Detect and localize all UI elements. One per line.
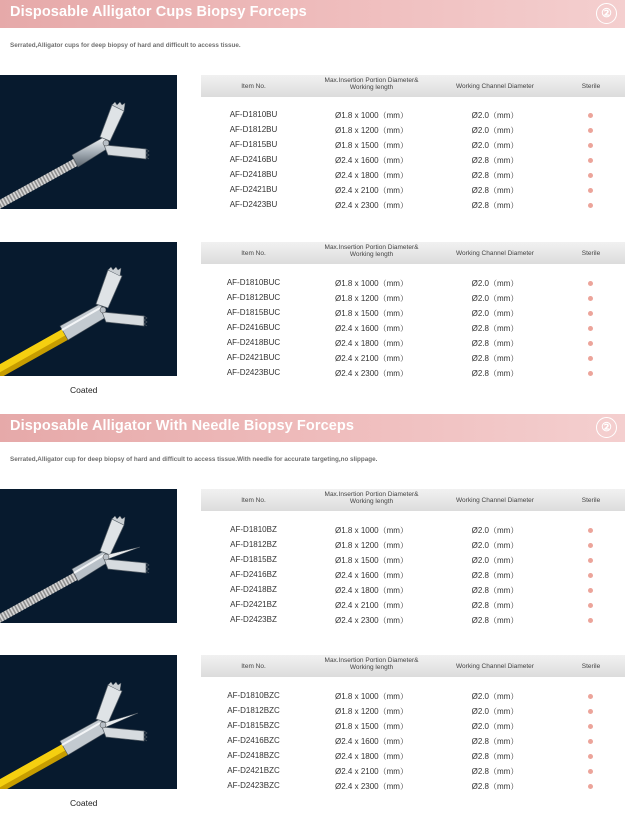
header-channel: Working Channel Diameter: [456, 497, 534, 504]
table-row: [201, 305, 625, 320]
item-no: AF-D2418BZ: [230, 585, 277, 594]
sterile-dot: [588, 603, 593, 608]
channel-diameter: Ø2.8（mm）: [471, 752, 519, 761]
header-max-insertion: [299, 491, 444, 505]
table-row: [201, 718, 625, 733]
item-no: AF-D1815BZ: [230, 555, 277, 564]
sterile-dot: [588, 296, 593, 301]
table-row: [201, 365, 625, 380]
sterile-dot: [588, 739, 593, 744]
item-no: AF-D2416BU: [229, 155, 278, 164]
max-insertion: Ø1.8 x 1500（mm）: [335, 556, 408, 565]
channel-diameter: Ø2.8（mm）: [471, 171, 519, 180]
table-row: [201, 703, 625, 718]
channel-diameter: Ø2.8（mm）: [471, 601, 519, 610]
channel-diameter: Ø2.0（mm）: [471, 556, 519, 565]
max-insertion: Ø1.8 x 1000（mm）: [335, 526, 408, 535]
section-header: [0, 0, 625, 28]
product-photo: [0, 489, 177, 623]
channel-diameter: Ø2.0（mm）: [471, 526, 519, 535]
header-max-insertion: [299, 657, 444, 671]
item-no: AF-D2423BUC: [226, 368, 281, 377]
header-item-no: Item No.: [241, 497, 266, 504]
sterile-dot: [588, 709, 593, 714]
table-row: [201, 763, 625, 778]
header-sterile: Sterile: [581, 250, 601, 257]
channel-diameter: Ø2.8（mm）: [471, 324, 519, 333]
max-insertion: Ø1.8 x 1000（mm）: [335, 279, 408, 288]
header-max-line1: Max.Insertion Portion Diameter&: [324, 244, 419, 251]
max-insertion: Ø1.8 x 1000（mm）: [335, 692, 408, 701]
channel-diameter: Ø2.8（mm）: [471, 767, 519, 776]
sterile-dot: [588, 326, 593, 331]
channel-diameter: Ø2.8（mm）: [471, 186, 519, 195]
spec-table: [201, 489, 625, 627]
header-max-line2: Working length: [349, 498, 394, 505]
max-insertion: Ø1.8 x 1200（mm）: [335, 126, 408, 135]
section-title: Disposable Alligator Cups Biopsy Forceps: [10, 4, 307, 20]
channel-diameter: Ø2.0（mm）: [471, 707, 519, 716]
channel-diameter: Ø2.8（mm）: [471, 369, 519, 378]
channel-diameter: Ø2.0（mm）: [471, 111, 519, 120]
item-no: AF-D1815BZC: [227, 721, 280, 730]
caption-coated: Coated: [70, 798, 98, 808]
channel-diameter: Ø2.8（mm）: [471, 586, 519, 595]
item-no: AF-D1812BZ: [230, 540, 277, 549]
channel-diameter: Ø2.8（mm）: [471, 737, 519, 746]
header-max-line2: Working length: [349, 84, 394, 91]
sterile-dot: [588, 528, 593, 533]
max-insertion: Ø2.4 x 1600（mm）: [335, 156, 408, 165]
sterile-dot: [588, 356, 593, 361]
spec-table: [201, 655, 625, 793]
header-sterile: Sterile: [581, 83, 601, 90]
max-insertion: Ø1.8 x 1200（mm）: [335, 541, 408, 550]
sterile-dot: [588, 573, 593, 578]
table-header: [201, 489, 625, 511]
sterile-dot: [588, 128, 593, 133]
table-row: [201, 197, 625, 212]
spec-table: [201, 242, 625, 380]
section-description: Serrated,Alligator cup for deep biopsy of hard and difficult to access tissue.With needle for accurate targeting,no slippage.: [10, 456, 378, 463]
item-no: AF-D2418BU: [229, 170, 278, 179]
channel-diameter: Ø2.8（mm）: [471, 782, 519, 791]
max-insertion: Ø2.4 x 2100（mm）: [335, 601, 408, 610]
header-channel: Working Channel Diameter: [456, 83, 534, 90]
table-row: [201, 552, 625, 567]
max-insertion: Ø1.8 x 1500（mm）: [335, 141, 408, 150]
sterile-dot: [588, 281, 593, 286]
table-header: [201, 655, 625, 677]
sterile-dot: [588, 341, 593, 346]
product-photo: [0, 655, 177, 789]
channel-diameter: Ø2.0（mm）: [471, 541, 519, 550]
item-no: AF-D2423BU: [229, 200, 278, 209]
channel-diameter: Ø2.8（mm）: [471, 354, 519, 363]
table-row: [201, 597, 625, 612]
sterile-dot: [588, 558, 593, 563]
table-row: [201, 778, 625, 793]
item-no: AF-D2423BZ: [230, 615, 277, 624]
item-no: AF-D1815BUC: [226, 308, 281, 317]
table-row: [201, 182, 625, 197]
item-no: AF-D2418BZC: [227, 751, 280, 760]
sterile-dot: [588, 694, 593, 699]
sterile-dot: [588, 769, 593, 774]
table-row: [201, 350, 625, 365]
sterile-dot: [588, 724, 593, 729]
channel-diameter: Ø2.0（mm）: [471, 141, 519, 150]
max-insertion: Ø2.4 x 1800（mm）: [335, 586, 408, 595]
header-max-insertion: [299, 77, 444, 91]
header-max-line2: Working length: [349, 251, 394, 258]
sterile-dot: [588, 754, 593, 759]
item-no: AF-D1812BZC: [227, 706, 280, 715]
header-max-line1: Max.Insertion Portion Diameter&: [324, 491, 419, 498]
header-item-no: Item No.: [241, 83, 266, 90]
header-sterile: Sterile: [581, 497, 601, 504]
table-row: [201, 582, 625, 597]
section-badge: ②: [596, 3, 617, 24]
channel-diameter: Ø2.8（mm）: [471, 616, 519, 625]
caption-coated: Coated: [70, 385, 98, 395]
sterile-dot: [588, 203, 593, 208]
sterile-dot: [588, 371, 593, 376]
item-no: AF-D1812BU: [229, 125, 278, 134]
channel-diameter: Ø2.8（mm）: [471, 571, 519, 580]
table-row: [201, 320, 625, 335]
table-row: [201, 137, 625, 152]
table-row: [201, 537, 625, 552]
header-max-line1: Max.Insertion Portion Diameter&: [324, 657, 419, 664]
table-header: [201, 75, 625, 97]
table-row: [201, 748, 625, 763]
item-no: AF-D2421BZC: [227, 766, 280, 775]
sterile-dot: [588, 158, 593, 163]
header-max-line2: Working length: [349, 664, 394, 671]
item-no: AF-D2418BUC: [226, 338, 281, 347]
channel-diameter: Ø2.0（mm）: [471, 279, 519, 288]
max-insertion: Ø2.4 x 2300（mm）: [335, 201, 408, 210]
max-insertion: Ø2.4 x 1600（mm）: [335, 737, 408, 746]
item-no: AF-D2421BUC: [226, 353, 281, 362]
max-insertion: Ø1.8 x 1500（mm）: [335, 722, 408, 731]
product-photo: [0, 242, 177, 376]
table-header: [201, 242, 625, 264]
sterile-dot: [588, 784, 593, 789]
channel-diameter: Ø2.0（mm）: [471, 692, 519, 701]
max-insertion: Ø1.8 x 1200（mm）: [335, 294, 408, 303]
channel-diameter: Ø2.8（mm）: [471, 201, 519, 210]
max-insertion: Ø1.8 x 1200（mm）: [335, 707, 408, 716]
section-badge: ②: [596, 417, 617, 438]
section-header: [0, 414, 625, 442]
table-row: [201, 290, 625, 305]
item-no: AF-D1810BZ: [230, 525, 277, 534]
channel-diameter: Ø2.0（mm）: [471, 309, 519, 318]
product-photo: [0, 75, 177, 209]
max-insertion: Ø2.4 x 1800（mm）: [335, 339, 408, 348]
table-row: [201, 107, 625, 122]
item-no: AF-D2421BZ: [230, 600, 277, 609]
item-no: AF-D2416BUC: [226, 323, 281, 332]
header-channel: Working Channel Diameter: [456, 663, 534, 670]
max-insertion: Ø2.4 x 2300（mm）: [335, 369, 408, 378]
item-no: AF-D2416BZC: [227, 736, 280, 745]
channel-diameter: Ø2.0（mm）: [471, 722, 519, 731]
table-row: [201, 612, 625, 627]
table-row: [201, 522, 625, 537]
section-description: Serrated,Alligator cups for deep biopsy of hard and difficult to access tissue.: [10, 42, 241, 49]
item-no: AF-D1815BU: [229, 140, 278, 149]
header-max-insertion: [299, 244, 444, 258]
item-no: AF-D2416BZ: [230, 570, 277, 579]
sterile-dot: [588, 588, 593, 593]
header-sterile: Sterile: [581, 663, 601, 670]
sterile-dot: [588, 618, 593, 623]
max-insertion: Ø1.8 x 1500（mm）: [335, 309, 408, 318]
spec-table: [201, 75, 625, 212]
max-insertion: Ø1.8 x 1000（mm）: [335, 111, 408, 120]
table-row: [201, 335, 625, 350]
header-item-no: Item No.: [241, 250, 266, 257]
section-title: Disposable Alligator With Needle Biopsy Forceps: [10, 418, 355, 434]
table-row: [201, 733, 625, 748]
item-no: AF-D1810BUC: [226, 278, 281, 287]
header-channel: Working Channel Diameter: [456, 250, 534, 257]
item-no: AF-D2421BU: [229, 185, 278, 194]
table-row: [201, 122, 625, 137]
table-row: [201, 275, 625, 290]
table-row: [201, 167, 625, 182]
item-no: AF-D1810BZC: [227, 691, 280, 700]
sterile-dot: [588, 143, 593, 148]
max-insertion: Ø2.4 x 1600（mm）: [335, 324, 408, 333]
max-insertion: Ø2.4 x 2300（mm）: [335, 782, 408, 791]
max-insertion: Ø2.4 x 1600（mm）: [335, 571, 408, 580]
table-row: [201, 688, 625, 703]
item-no: AF-D1812BUC: [226, 293, 281, 302]
sterile-dot: [588, 311, 593, 316]
sterile-dot: [588, 173, 593, 178]
max-insertion: Ø2.4 x 2100（mm）: [335, 354, 408, 363]
channel-diameter: Ø2.8（mm）: [471, 339, 519, 348]
header-item-no: Item No.: [241, 663, 266, 670]
item-no: AF-D1810BU: [229, 110, 278, 119]
max-insertion: Ø2.4 x 1800（mm）: [335, 171, 408, 180]
table-row: [201, 152, 625, 167]
max-insertion: Ø2.4 x 2100（mm）: [335, 186, 408, 195]
item-no: AF-D2423BZC: [227, 781, 280, 790]
channel-diameter: Ø2.0（mm）: [471, 294, 519, 303]
max-insertion: Ø2.4 x 2100（mm）: [335, 767, 408, 776]
header-max-line1: Max.Insertion Portion Diameter&: [324, 77, 419, 84]
table-row: [201, 567, 625, 582]
sterile-dot: [588, 113, 593, 118]
max-insertion: Ø2.4 x 2300（mm）: [335, 616, 408, 625]
sterile-dot: [588, 188, 593, 193]
max-insertion: Ø2.4 x 1800（mm）: [335, 752, 408, 761]
sterile-dot: [588, 543, 593, 548]
channel-diameter: Ø2.8（mm）: [471, 156, 519, 165]
channel-diameter: Ø2.0（mm）: [471, 126, 519, 135]
